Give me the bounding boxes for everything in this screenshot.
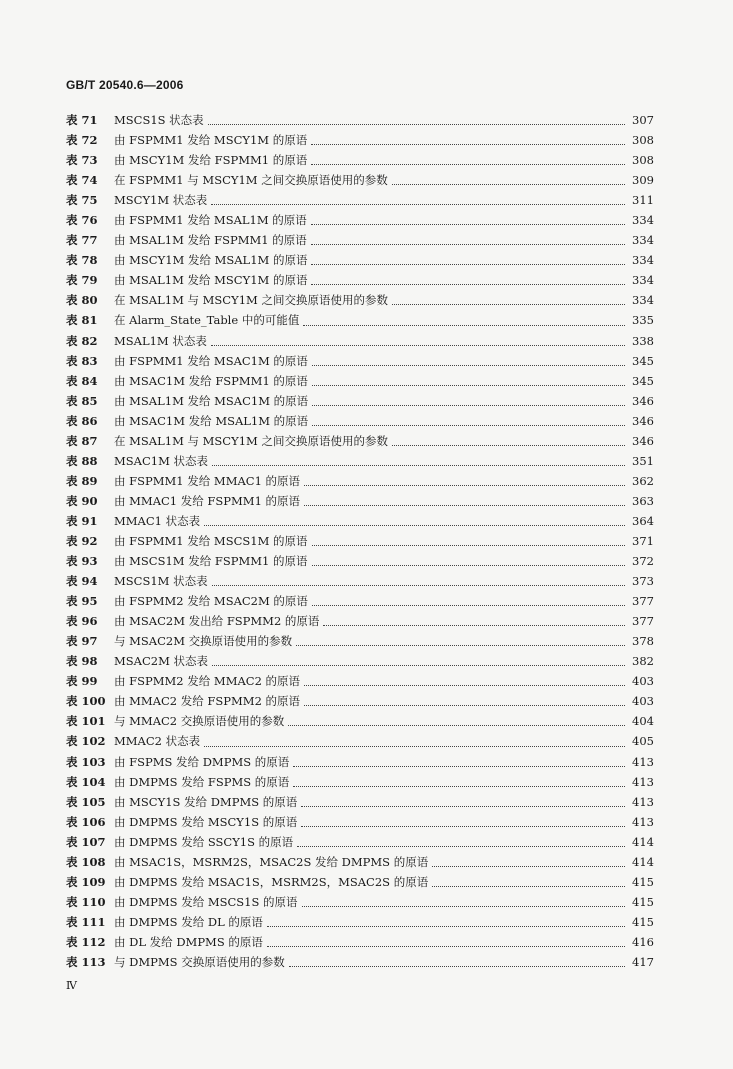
toc-dot-leader: [301, 825, 625, 827]
toc-table-title: 由 MMAC1 发给 FSPMM1 的原语: [114, 493, 301, 508]
toc-table-title: 由 FSPMS 发给 DMPMS 的原语: [114, 754, 290, 769]
toc-table-title: 由 FSPMM1 发给 MSAL1M 的原语: [114, 213, 307, 228]
toc-page-number: 311: [632, 193, 654, 208]
toc-entry: [66, 671, 654, 691]
toc-dot-leader: [267, 925, 625, 927]
toc-dot-leader: [304, 704, 625, 706]
toc-table-title: 由 DMPMS 发给 MSAC1S，MSRM2S，MSAC2S 的原语: [114, 874, 429, 889]
toc-table-number: 表 101: [66, 714, 106, 729]
toc-table-number: 表 90: [66, 493, 98, 508]
toc-table-title: 由 FSPMM2 发给 MMAC2 的原语: [114, 674, 301, 689]
toc-table-title: 由 DMPMS 发给 FSPMS 的原语: [114, 774, 290, 789]
toc-dot-leader: [211, 203, 625, 205]
toc-entry: [66, 752, 654, 772]
toc-entry: [66, 270, 654, 290]
toc-entry: [66, 952, 654, 972]
toc-entry: [66, 250, 654, 270]
toc-entry: [66, 591, 654, 611]
toc-page-number: 351: [632, 453, 654, 468]
toc-dot-leader: [311, 223, 625, 225]
toc-dot-leader: [311, 243, 625, 245]
toc-page-number: 403: [632, 674, 654, 689]
toc-table-number: 表 81: [66, 313, 98, 328]
toc-dot-leader: [212, 584, 625, 586]
toc-entry: [66, 351, 654, 371]
toc-dot-leader: [301, 805, 625, 807]
toc-page-number: 346: [632, 413, 654, 428]
toc-dot-leader: [302, 905, 625, 907]
toc-table-number: 表 75: [66, 193, 98, 208]
toc-entry: [66, 691, 654, 711]
toc-dot-leader: [312, 384, 625, 386]
toc-page-number: 334: [632, 233, 654, 248]
toc-table-number: 表 106: [66, 814, 106, 829]
toc-entry: [66, 932, 654, 952]
toc-entry: [66, 912, 654, 932]
toc-table-title: 由 FSPMM2 发给 MSAC2M 的原语: [114, 594, 308, 609]
toc-table-number: 表 89: [66, 473, 98, 488]
toc-dot-leader: [204, 524, 625, 526]
toc-table-number: 表 71: [66, 113, 98, 127]
toc-table-title: 由 FSPMM1 发给 MMAC1 的原语: [114, 473, 301, 488]
toc-page-number: 345: [632, 373, 654, 388]
toc-dot-leader: [311, 143, 625, 145]
toc-table-number: 表 96: [66, 614, 98, 629]
toc-page-number: 371: [632, 533, 654, 548]
toc-entry: [66, 611, 654, 631]
toc-page-number: 415: [632, 894, 654, 909]
toc-table-title: 与 MMAC2 交换原语使用的参数: [114, 714, 285, 729]
toc-page-number: 345: [632, 353, 654, 368]
toc-table-number: 表 76: [66, 213, 98, 228]
toc-table-number: 表 102: [66, 734, 106, 749]
toc-table-number: 表 107: [66, 834, 106, 849]
toc-table-number: 表 87: [66, 433, 98, 448]
toc-entry: [66, 711, 654, 731]
toc-dot-leader: [311, 263, 625, 265]
toc-table-title: 与 MSAC2M 交换原语使用的参数: [114, 634, 293, 649]
toc-table-number: 表 84: [66, 373, 98, 388]
toc-table-number: 表 83: [66, 353, 98, 368]
toc-entry: [66, 411, 654, 431]
toc-entry: [66, 230, 654, 250]
toc-dot-leader: [312, 424, 625, 426]
toc-entry: [66, 832, 654, 852]
toc-table-number: 表 111: [66, 914, 106, 929]
toc-table-number: 表 110: [66, 894, 106, 909]
toc-table-number: 表 94: [66, 574, 98, 589]
toc-dot-leader: [312, 544, 625, 546]
toc-table-title: MSCS1S 状态表: [114, 113, 204, 127]
toc-page-number: 334: [632, 253, 654, 268]
toc-table-number: 表 73: [66, 153, 98, 168]
toc-dot-leader: [204, 745, 625, 747]
toc-page-number: 403: [632, 694, 654, 709]
toc-dot-leader: [212, 664, 625, 666]
toc-entry: [66, 130, 654, 150]
toc-table-number: 表 82: [66, 333, 98, 348]
toc-table-number: 表 93: [66, 554, 98, 569]
toc-table-number: 表 86: [66, 413, 98, 428]
toc-entry: [66, 792, 654, 812]
toc-dot-leader: [296, 644, 625, 646]
toc-dot-leader: [212, 464, 625, 466]
toc-entry: [66, 571, 654, 591]
toc-table-title: MSAL1M 状态表: [114, 333, 207, 348]
toc-table-title: 由 DMPMS 发给 SSCY1S 的原语: [114, 834, 294, 849]
toc-table-title: MSCY1M 状态表: [114, 193, 208, 208]
toc-dot-leader: [293, 765, 625, 767]
toc-table-number: 表 109: [66, 874, 106, 889]
toc-page-number: 415: [632, 914, 654, 929]
toc-table-number: 表 78: [66, 253, 98, 268]
toc-page-number: 413: [632, 754, 654, 769]
toc-page-number: 373: [632, 574, 654, 589]
toc-entry: [66, 812, 654, 832]
toc-page-number: 414: [632, 834, 654, 849]
toc-entry: [66, 651, 654, 671]
toc-page-number: 364: [632, 513, 654, 528]
toc-entry: [66, 451, 654, 471]
toc-table-title: MMAC2 状态表: [114, 734, 201, 749]
toc-table-title: 由 MSAL1M 发给 MSCY1M 的原语: [114, 273, 308, 288]
toc-page-number: 363: [632, 493, 654, 508]
toc-page-number: 334: [632, 273, 654, 288]
toc-dot-leader: [311, 163, 625, 165]
toc-table-number: 表 79: [66, 273, 98, 288]
toc-page-number: 309: [632, 173, 654, 188]
toc-page-number: 417: [632, 954, 654, 969]
toc-dot-leader: [312, 604, 625, 606]
toc-table-title: MSAC1M 状态表: [114, 453, 209, 468]
standard-code-header: GB/T 20540.6—2006: [66, 78, 184, 92]
toc-entry: [66, 210, 654, 230]
toc-entry: [66, 551, 654, 571]
toc-page-number: 346: [632, 393, 654, 408]
toc-entry: [66, 150, 654, 170]
toc-entry: [66, 190, 654, 210]
toc-table-number: 表 105: [66, 794, 106, 809]
toc-entry: [66, 331, 654, 351]
toc-dot-leader: [312, 364, 625, 366]
toc-table-title: 由 MSAC2M 发出给 FSPMM2 的原语: [114, 614, 320, 629]
toc-table-title: 由 MSAL1M 发给 MSAC1M 的原语: [114, 393, 309, 408]
toc-table-number: 表 72: [66, 133, 98, 148]
toc-page-number: 308: [632, 153, 654, 168]
toc-dot-leader: [208, 123, 625, 125]
toc-page-number: 415: [632, 874, 654, 889]
toc-table-title: 由 MSAL1M 发给 FSPMM1 的原语: [114, 233, 307, 248]
toc-table-title: 由 DMPMS 发给 MSCY1S 的原语: [114, 814, 298, 829]
toc-entry: [66, 431, 654, 451]
toc-dot-leader: [304, 684, 625, 686]
toc-table-number: 表 112: [66, 934, 106, 949]
toc-entry: [66, 872, 654, 892]
toc-dot-leader: [211, 344, 625, 346]
toc-dot-leader: [293, 785, 625, 787]
toc-entry: [66, 852, 654, 872]
toc-table-number: 表 85: [66, 393, 98, 408]
toc-dot-leader: [392, 303, 625, 305]
toc-table-number: 表 113: [66, 954, 106, 969]
toc-table-title: 由 FSPMM1 发给 MSAC1M 的原语: [114, 353, 308, 368]
toc-entry: [66, 290, 654, 310]
toc-table-number: 表 100: [66, 694, 106, 709]
toc-dot-leader: [288, 724, 625, 726]
toc-dot-leader: [304, 484, 625, 486]
toc-dot-leader: [392, 444, 625, 446]
toc-table-number: 表 97: [66, 634, 98, 649]
toc-page-number: 413: [632, 774, 654, 789]
toc-table-title: 在 FSPMM1 与 MSCY1M 之间交换原语使用的参数: [114, 173, 388, 188]
toc-dot-leader: [432, 885, 625, 887]
toc-table-title: 由 DMPMS 发给 DL 的原语: [114, 914, 263, 929]
toc-page-number: 338: [632, 333, 654, 348]
toc-dot-leader: [304, 504, 625, 506]
toc-table-number: 表 108: [66, 854, 106, 869]
toc-entry: [66, 391, 654, 411]
toc-table-title: 由 MSCS1M 发给 FSPMM1 的原语: [114, 554, 308, 569]
toc-dot-leader: [311, 283, 625, 285]
toc-page-number: 382: [632, 654, 654, 669]
toc-entry: [66, 310, 654, 330]
toc-entry: [66, 892, 654, 912]
toc-table-number: 表 104: [66, 774, 106, 789]
toc-entry: [66, 631, 654, 651]
toc-page-number: 335: [632, 313, 654, 328]
toc-page-number: 346: [632, 433, 654, 448]
toc-table-number: 表 74: [66, 173, 98, 188]
toc-dot-leader: [303, 324, 625, 326]
toc-table-title: 与 DMPMS 交换原语使用的参数: [114, 954, 285, 969]
toc-entry: [66, 371, 654, 391]
toc-page-number: 378: [632, 634, 654, 649]
toc-entry: [66, 531, 654, 551]
toc-table-title: 由 MSCY1M 发给 MSAL1M 的原语: [114, 253, 308, 268]
toc-entry: [66, 110, 654, 130]
toc-table-title: 由 MSCY1S 发给 DMPMS 的原语: [114, 794, 298, 809]
toc-table-number: 表 88: [66, 453, 98, 468]
toc-dot-leader: [323, 624, 625, 626]
toc-page-number: 307: [632, 113, 654, 127]
toc-table-title: MMAC1 状态表: [114, 513, 201, 528]
page-number: Ⅳ: [66, 979, 77, 992]
toc-page-number: 413: [632, 794, 654, 809]
toc-table-title: 在 Alarm_State_Table 中的可能值: [114, 313, 300, 328]
toc-table-number: 表 95: [66, 594, 98, 609]
toc-table-title: 在 MSAL1M 与 MSCY1M 之间交换原语使用的参数: [114, 433, 388, 448]
toc-page-number: 416: [632, 934, 654, 949]
toc-entry: [66, 491, 654, 511]
toc-table-title: 由 DL 发给 DMPMS 的原语: [114, 934, 263, 949]
toc-table-title: 由 DMPMS 发给 MSCS1S 的原语: [114, 894, 298, 909]
toc-table-title: 由 MSAC1S，MSRM2S，MSAC2S 发给 DMPMS 的原语: [114, 854, 429, 869]
toc-dot-leader: [392, 183, 625, 185]
toc-table-number: 表 77: [66, 233, 98, 248]
toc-dot-leader: [267, 945, 625, 947]
toc-table-title: 由 MSAC1M 发给 FSPMM1 的原语: [114, 373, 308, 388]
toc-page-number: 377: [632, 594, 654, 609]
toc-table-number: 表 91: [66, 513, 98, 528]
toc-table-number: 表 98: [66, 654, 98, 669]
toc-table-title: 由 MSAC1M 发给 MSAL1M 的原语: [114, 413, 309, 428]
toc-entry: [66, 772, 654, 792]
toc-dot-leader: [312, 404, 625, 406]
toc-table-number: 表 80: [66, 293, 98, 308]
toc-dot-leader: [432, 865, 625, 867]
toc-page-number: 362: [632, 473, 654, 488]
toc-table-title: 由 FSPMM1 发给 MSCS1M 的原语: [114, 533, 308, 548]
toc-dot-leader: [297, 845, 625, 847]
toc-table-title: 由 FSPMM1 发给 MSCY1M 的原语: [114, 133, 308, 148]
toc-page-number: 334: [632, 213, 654, 228]
toc-table-number: 表 92: [66, 533, 98, 548]
toc-table-number: 表 103: [66, 754, 106, 769]
toc-entry: [66, 511, 654, 531]
table-of-contents-list: [66, 110, 654, 972]
toc-dot-leader: [289, 965, 625, 967]
toc-table-title: 由 MMAC2 发给 FSPMM2 的原语: [114, 694, 301, 709]
toc-entry: [66, 731, 654, 751]
toc-entry: [66, 471, 654, 491]
toc-table-title: 在 MSAL1M 与 MSCY1M 之间交换原语使用的参数: [114, 293, 388, 308]
toc-table-number: 表 99: [66, 674, 98, 689]
toc-page-number: 405: [632, 734, 654, 749]
toc-page-number: 372: [632, 554, 654, 569]
toc-page-number: 308: [632, 133, 654, 148]
toc-page-number: 413: [632, 814, 654, 829]
toc-page-number: 377: [632, 614, 654, 629]
toc-page-number: 404: [632, 714, 654, 729]
toc-entry: [66, 170, 654, 190]
toc-table-title: MSCS1M 状态表: [114, 574, 208, 589]
toc-page-number: 334: [632, 293, 654, 308]
toc-page-number: 414: [632, 854, 654, 869]
toc-table-title: 由 MSCY1M 发给 FSPMM1 的原语: [114, 153, 308, 168]
toc-table-title: MSAC2M 状态表: [114, 654, 209, 669]
toc-dot-leader: [312, 564, 625, 566]
